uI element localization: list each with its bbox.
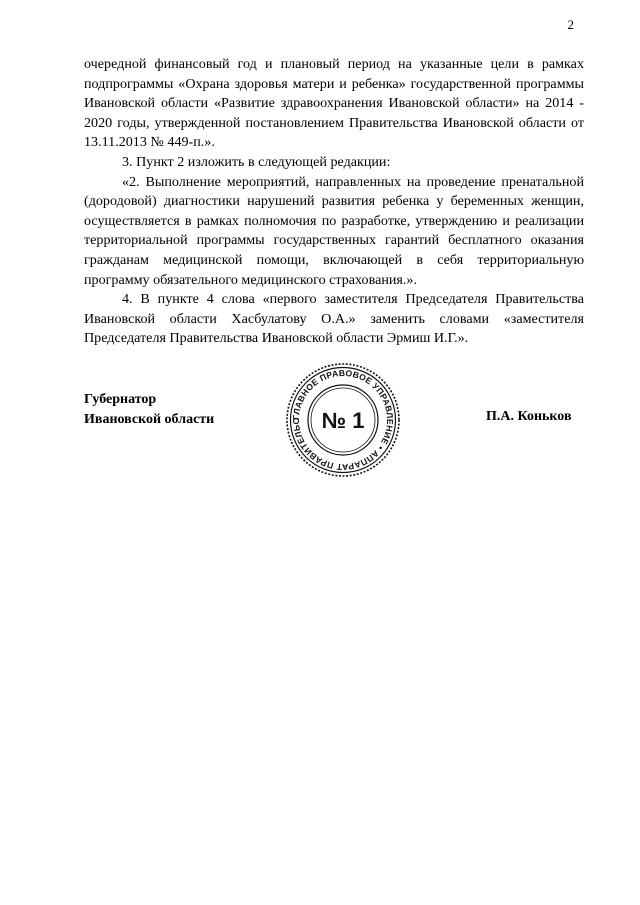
paragraph-item-3: 3. Пункт 2 изложить в следующей редакции: (122, 153, 391, 170)
seal-ring-text: ГЛАВНОЕ ПРАВОВОЕ УПРАВЛЕНИЕ • АППАРАТ ПРАВИТЕЛЬС (290, 367, 396, 473)
signatory-name: П.А. Коньков (486, 409, 572, 424)
signatory-title (84, 390, 214, 429)
page-number: 2 (567, 17, 574, 32)
document-body (84, 55, 584, 349)
paragraph-item-3-text: «2. Выполнение мероприятий, направленных на проведение пренатальной (дородовой) диагностики нарушений развития ребенка у беременных женщин, осуществляется в рамках полномочия по разработке, утверждению и реализации территориальной программы государственных гарантий бесплатного оказания гражданам медицинской помощи, включающей в себя территориальную программу обязательного медицинского страхования.». (84, 173, 584, 288)
signatory-title-line1: Губернатор (84, 392, 157, 407)
paragraph-item-4: 4. В пункте 4 слова «первого заместителя Председателя Правительства Ивановской области Хасбулатову О.А.» заменить словами «заместителя Председателя Правительства Ивановской области Эрмиш И.Г.». (84, 291, 584, 347)
paragraph-continuation: очередной финансовый год и плановый период на указанные цели в рамках подпрограммы «Охрана здоровья матери и ребенка» государственной программы Ивановской области «Развитие здравоохранения Ивановской области» на 2014 - 2020 годы, утвержденной постановлением Правительства Ивановской области от 13.11.2013 № 449-п.». (84, 56, 584, 151)
seal-graphic (284, 362, 402, 478)
seal-center-number: № 1 (321, 408, 365, 433)
signatory-title-line2: Ивановской области (84, 411, 215, 427)
official-seal (284, 362, 402, 478)
